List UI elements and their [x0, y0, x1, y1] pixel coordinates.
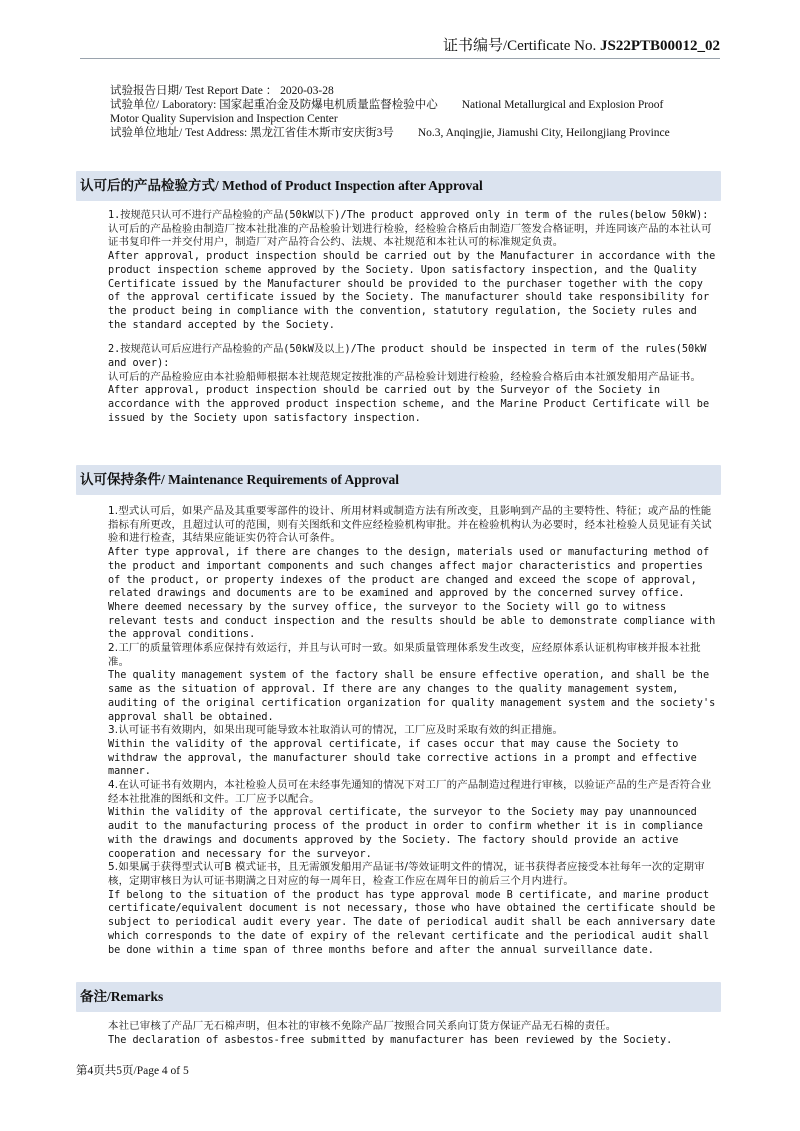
inspection-item2-en: After approval, product inspection should be carried out by the Surveyor of the Society in accordance with the approved product inspection scheme, and the Marine Product Certificate will be issued by the Society upon satisfactory inspection. [108, 385, 710, 424]
maintenance-item1-en: After type approval, if there are changes to the design, materials used or manufacturing method of the product and important components and such changes affect major characteristics and properties of the product, or property indexes of the product are changed and exceed the scope of approval, related drawings and documents are to be examined and approved by the concerned survey office. Where deemed necessary by the survey office, the surveyor to the Society will go to witness relevant tests and conduct inspection and the results should be able to demonstrate compliance with the approval conditions. [108, 547, 716, 641]
laboratory-cn: 试验单位/ Laboratory: 国家起重冶金及防爆电机质量监督检验中心 [110, 99, 438, 111]
maintenance-item4-cn: 4.在认可证书有效期内，本社检验人员可在未经事先通知的情况下对工厂的产品制造过程进行审核，以验证产品的生产是否符合业经本社批准的图纸和文件。工厂应予以配合。 [108, 779, 712, 805]
maintenance-item2-cn: 2.工厂的质量管理体系应保持有效运行，并且与认可时一致。如果质量管理体系发生改变，应经原体系认证机构审核并报本社批准。 [108, 642, 701, 668]
maintenance-body [108, 505, 718, 957]
section-header-inspection: 认可后的产品检验方式/ Method of Product Inspection after Approval [76, 171, 721, 201]
certificate-number-value: JS22PTB00012_02 [599, 38, 720, 54]
test-address-cn: 试验单位地址/ Test Address: 黑龙江省佳木斯市安庆街3号 [110, 127, 394, 139]
test-report-date: 试验报告日期/ Test Report Date ： 2020-03-28 [110, 85, 334, 97]
remarks-body [108, 1020, 718, 1047]
test-address-line [110, 126, 730, 140]
test-info-block [110, 84, 730, 140]
laboratory-en-continued: Motor Quality Supervision and Inspection Center [110, 113, 338, 125]
laboratory-en: National Metallurgical and Explosion Proof [461, 99, 664, 111]
maintenance-item1-cn: 1.型式认可后，如果产品及其重要零部件的设计、所用材料或制造方法有所改变，且影响到产品的主要特性、特征；或产品的性能指标有所更改，且超过认可的范围，则有关图纸和文件应经检验机构审批。并在检验机构认为必要时，经本社检验人员见证有关试验和进行检查，其结果应能证实仍符合认可条件。 [108, 505, 712, 545]
laboratory-line [110, 98, 730, 112]
page-number: 第4页共5页/Page 4 of 5 [76, 1065, 189, 1077]
remarks-en: The declaration of asbestos-free submitted by manufacturer has been reviewed by the Society. [108, 1034, 673, 1046]
certificate-number-header [443, 34, 720, 55]
remarks-cn: 本社已审核了产品厂无石棉声明，但本社的审核不免除产品厂按照合同关系向订货方保证产品无石棉的责任。 [108, 1020, 617, 1032]
inspection-item1-heading: 1.按规范只认可不进行产品检验的产品(50kW以下)/The product approved only in term of the rules(below 50kW): [108, 210, 709, 221]
maintenance-item2-en: The quality management system of the factory shall be ensure effective operation, and shall be the same as the situation of approval. If there are any changes to the quality management system, auditing of the original certification organization for quality management system and the society's approval shall be obtained. [108, 670, 716, 723]
maintenance-item3-cn: 3.认可证书有效期内，如果出现可能导致本社取消认可的情况，工厂应及时采取有效的纠正措施。 [108, 724, 564, 737]
inspection-item2-cn: 认可后的产品检验应由本社验船师根据本社规范规定按批准的产品检验计划进行检验，经检验合格后由本社颁发船用产品证书。 [108, 370, 702, 383]
inspection-item1-en: After approval, product inspection should be carried out by the Manufacturer in accordance with the product inspection scheme approved by the Society. Upon satisfactory inspection, and the Quality Certificate issued by the Manufacturer should be provided to the purchaser together with the copy of the approval certificate issued by the Society. The manufacturer should take responsibility for the product being in compliance with the convention, statutory regulation, the Society rules and the standard accepted by the Society. [108, 251, 716, 331]
header-divider [80, 58, 720, 59]
maintenance-item5-cn: 5.如果属于获得型式认可B 模式证书，且无需颁发船用产品证书/等效证明文件的情况，证书获得者应接受本社每年一次的定期审核，定期审核日为认可证书期满之日对应的每一周年日，检查工作应在周年日的前后三个月内进行。 [108, 861, 705, 887]
certificate-number-label: 证书编号/Certificate No. [442, 38, 597, 54]
maintenance-item3-en: Within the validity of the approval certificate, if cases occur that may cause the Society to withdraw the approval, the manufacturer should take corrective actions in a prompt and effective manner. [108, 738, 697, 778]
section-header-maintenance: 认可保持条件/ Maintenance Requirements of Approval [76, 465, 721, 495]
maintenance-item4-en: Within the validity of the approval certificate, the surveyor to the Society may pay unannounced audit to the manufacturing process of the product in order to confirm whether it is in compliance with the drawings and documents approved by the Society. The factory should provide an active cooperation and necessary for the surveyor. [108, 807, 703, 860]
inspection-item1-cn: 认可后的产品检验由制造厂按本社批准的产品检验计划进行检验，经检验合格后由制造厂签发合格证明，并连同该产品的本社认可证书复印件一并交付用户，制造厂对产品符合公约、法规、本社规范和本社认可的标准规定负责。 [108, 222, 712, 249]
inspection-body [108, 209, 718, 426]
maintenance-item5-en: If belong to the situation of the product has type approval mode B certificate, and marine product certificate/equivalent document is not necessary, those who have obtained the certificate should be subject to periodical audit every year. The date of periodical audit shall be each anniversary date which corresponds to the date of expiry of the relevant certificate and the periodical audit shall be done within a time span of three months before and after the annual surveillance date. [108, 889, 716, 956]
inspection-item2-heading: 2.按规范认可后应进行产品检验的产品(50kW及以上)/The product should be inspected in term of the rules(50kW and over): [108, 344, 707, 370]
section-header-remarks: 备注/Remarks [76, 982, 721, 1012]
test-address-en: No.3, Anqingjie, Jiamushi City, Heilongjiang Province [417, 127, 670, 139]
